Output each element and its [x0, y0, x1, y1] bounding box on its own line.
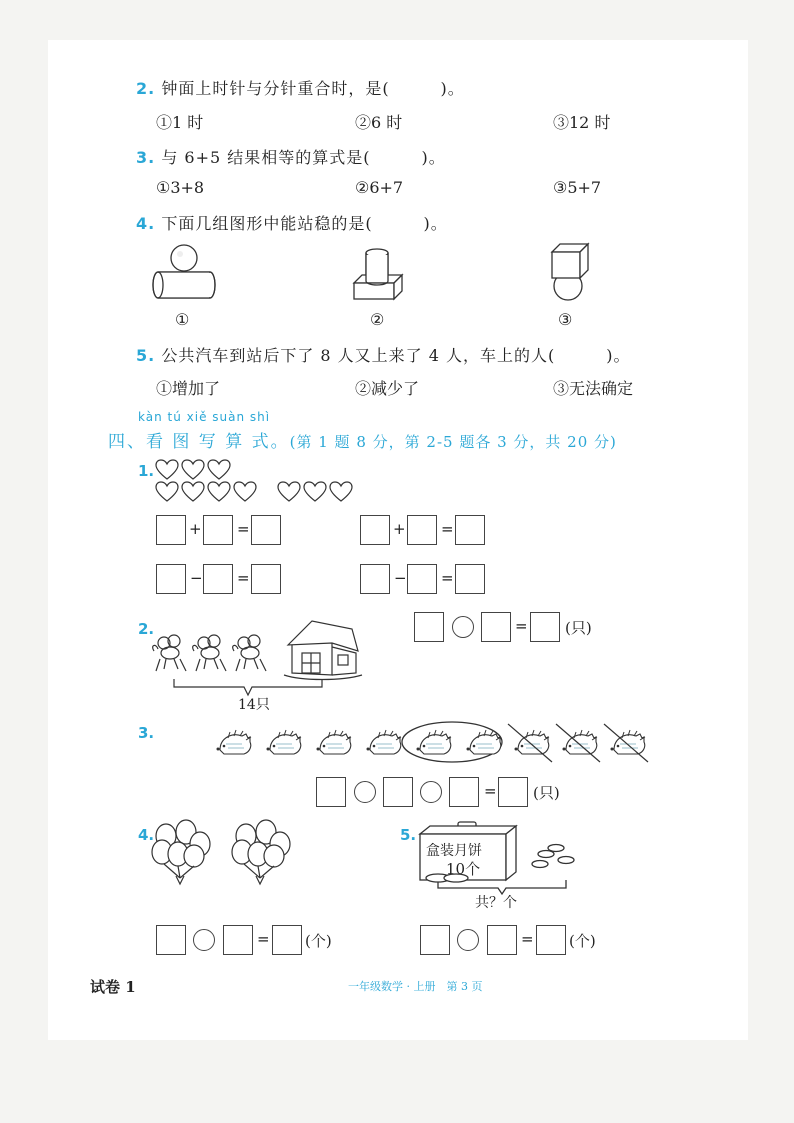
answer-box[interactable]: [203, 515, 233, 545]
question-number: 2.: [136, 79, 156, 98]
box-label-line2: 10个: [446, 860, 481, 878]
option-a[interactable]: ①增加了: [156, 379, 221, 398]
hedgehogs-figure: [210, 720, 650, 768]
minus-sign: −: [190, 569, 203, 587]
answer-box[interactable]: [530, 612, 560, 642]
option-c[interactable]: ③无法确定: [553, 379, 634, 398]
question-5: [136, 343, 631, 366]
equals-sign: =: [441, 520, 454, 538]
figure-label-2[interactable]: ②: [370, 310, 385, 329]
plus-sign: +: [393, 520, 406, 538]
answer-box[interactable]: [449, 777, 479, 807]
unit-label: (个): [305, 932, 332, 950]
answer-box[interactable]: [272, 925, 302, 955]
section-title: 四、看 图 写 算 式。: [108, 432, 290, 452]
unit-label: (只): [565, 619, 592, 637]
answer-box[interactable]: [455, 564, 485, 594]
plus-sign: +: [189, 520, 202, 538]
equals-sign: =: [237, 520, 250, 538]
operator-circle[interactable]: [420, 781, 442, 803]
answer-box[interactable]: [223, 925, 253, 955]
figure-label-3[interactable]: ③: [558, 310, 573, 329]
option-b[interactable]: ②减少了: [355, 379, 420, 398]
equals-sign: =: [484, 782, 497, 800]
section-heading: [108, 427, 617, 452]
answer-box[interactable]: [414, 612, 444, 642]
section-note: (第 1 题 8 分，第 2-5 题各 3 分，共 20 分): [289, 433, 617, 451]
footer-paper-label: 试卷 1: [90, 978, 136, 996]
option-a[interactable]: ①1 时: [156, 113, 204, 132]
question-text: 与 6+5 结果相等的算式是( )。: [161, 148, 446, 167]
question-text: 公共汽车到站后下了 8 人又上来了 4 人，车上的人( )。: [161, 346, 631, 365]
answer-box[interactable]: [407, 564, 437, 594]
answer-box[interactable]: [316, 777, 346, 807]
problem-3-number: 3.: [138, 724, 155, 742]
problem-5-number: 5.: [400, 826, 417, 844]
problem-2-number: 2.: [138, 620, 155, 638]
question-number: 4.: [136, 214, 156, 233]
answer-box[interactable]: [455, 515, 485, 545]
question-4: [136, 211, 448, 234]
answer-box[interactable]: [251, 515, 281, 545]
footer-page-label: 一年级数学 · 上册 第 3 页: [348, 980, 483, 993]
answer-box[interactable]: [420, 925, 450, 955]
answer-box[interactable]: [156, 564, 186, 594]
question-text: 钟面上时针与分针重合时，是( )。: [161, 79, 465, 98]
brace-label: 14只: [238, 697, 270, 713]
cylinder-on-box-figure: [350, 245, 408, 303]
operator-circle[interactable]: [354, 781, 376, 803]
ball-on-cylinder-figure: [150, 242, 220, 304]
unit-label: (只): [533, 784, 560, 802]
option-b[interactable]: ②6 时: [355, 113, 403, 132]
answer-box[interactable]: [156, 515, 186, 545]
option-c[interactable]: ③12 时: [553, 113, 611, 132]
answer-box[interactable]: [487, 925, 517, 955]
question-number: 3.: [136, 148, 156, 167]
box-label-line1: 盒装月饼: [426, 843, 482, 859]
equals-sign: =: [515, 617, 528, 635]
question-2: [136, 76, 465, 99]
section-pinyin: kàn tú xiě suàn shì: [138, 410, 271, 424]
question-text: 下面几组图形中能站稳的是( )。: [161, 214, 448, 233]
brace-label: 共？个: [475, 895, 517, 911]
question-number: 5.: [136, 346, 156, 365]
answer-box[interactable]: [360, 564, 390, 594]
answer-box[interactable]: [360, 515, 390, 545]
option-c[interactable]: ③5+7: [553, 178, 602, 197]
operator-circle[interactable]: [452, 616, 474, 638]
balloons-figure: [150, 820, 300, 886]
operator-circle[interactable]: [457, 929, 479, 951]
answer-box[interactable]: [156, 925, 186, 955]
problem-4-number: 4.: [138, 826, 155, 844]
cube-on-ball-figure: [548, 242, 594, 304]
answer-box[interactable]: [536, 925, 566, 955]
option-a[interactable]: ①3+8: [156, 178, 205, 197]
option-b[interactable]: ②6+7: [355, 178, 404, 197]
answer-box[interactable]: [383, 777, 413, 807]
equals-sign: =: [521, 930, 534, 948]
answer-box[interactable]: [251, 564, 281, 594]
figure-label-1[interactable]: ①: [175, 310, 190, 329]
minus-sign: −: [394, 569, 407, 587]
hearts-figure: [152, 458, 362, 504]
question-3: [136, 145, 446, 168]
equals-sign: =: [257, 930, 270, 948]
mouse-icon: [153, 635, 186, 671]
answer-box[interactable]: [498, 777, 528, 807]
equals-sign: =: [441, 569, 454, 587]
unit-label: (个): [569, 932, 596, 950]
answer-box[interactable]: [203, 564, 233, 594]
problem-1-number: 1.: [138, 462, 155, 480]
answer-box[interactable]: [407, 515, 437, 545]
answer-box[interactable]: [481, 612, 511, 642]
operator-circle[interactable]: [193, 929, 215, 951]
equals-sign: =: [237, 569, 250, 587]
